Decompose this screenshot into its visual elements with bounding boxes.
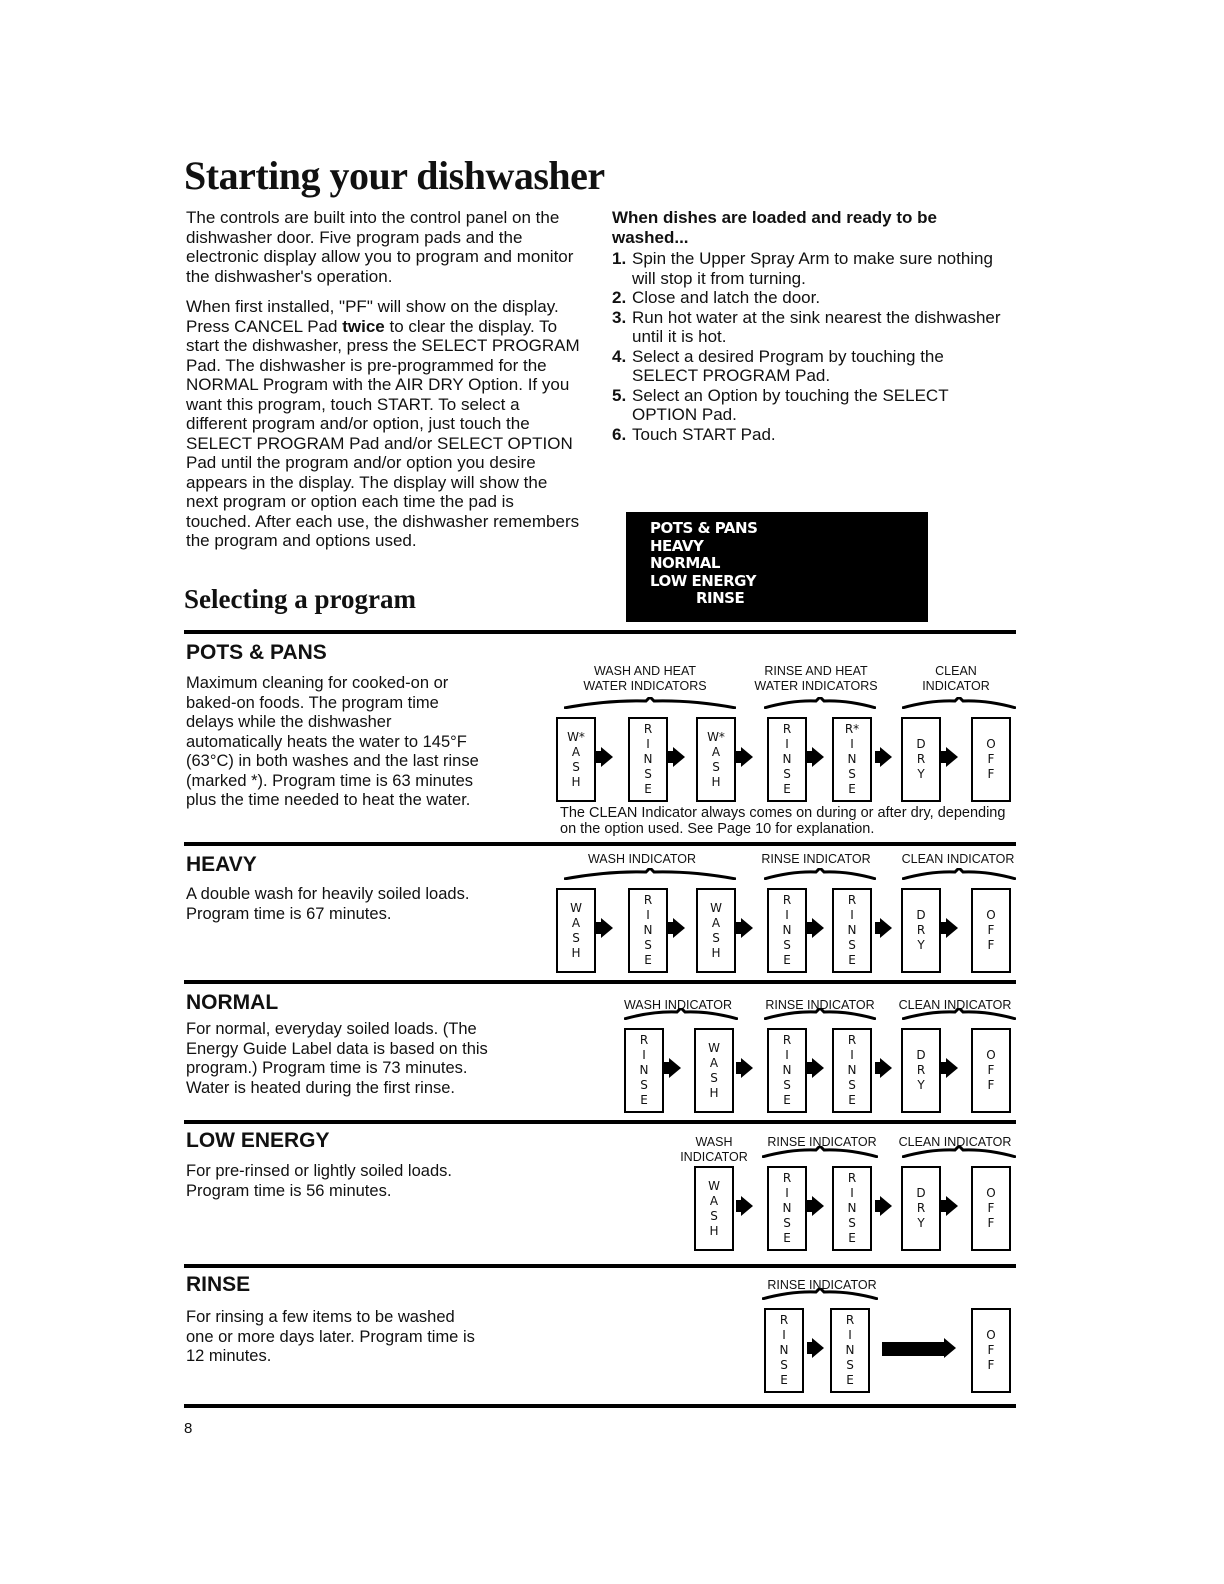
indicator-letter: D — [916, 1048, 926, 1062]
step-text: Select a desired Program by touching the SELECT PROGRAM Pad. — [632, 346, 944, 385]
step-number: 5. — [612, 385, 627, 405]
indicator-letter: I — [850, 908, 854, 922]
off-indicator-box — [971, 717, 1011, 802]
step-text: Select an Option by touching the SELECT OPTION Pad. — [632, 385, 949, 424]
indicator-letter: F — [987, 1078, 995, 1092]
indicator-letter: F — [987, 1201, 995, 1215]
indicator-letter: N — [639, 1063, 649, 1077]
indicator-letter: N — [782, 1063, 792, 1077]
rinse-indicator-box — [832, 1028, 872, 1113]
dry-indicator-box — [901, 1166, 941, 1251]
step-item — [612, 425, 1012, 445]
indicator-letter: F — [987, 767, 995, 781]
next-step-arrow-icon — [946, 747, 958, 767]
indicator-letter: I — [848, 1328, 852, 1342]
step-text: Run hot water at the sink nearest the dishwasher until it is hot. — [632, 307, 1001, 346]
next-step-arrow-icon — [880, 918, 892, 938]
indicator-letter: S — [846, 1358, 854, 1372]
next-step-arrow-icon — [946, 1196, 958, 1216]
bracket-icon — [764, 1008, 876, 1020]
clean-indicator-label: CLEAN INDICATOR — [898, 1135, 1012, 1149]
bracket-path — [624, 1008, 738, 1019]
indicator-letter: H — [571, 945, 581, 960]
next-step-arrow-icon — [741, 1058, 753, 1078]
indicator-letter: R — [639, 1033, 649, 1047]
rinse-indicator-box — [624, 1028, 664, 1113]
clean-indicator-label: CLEAN INDICATOR — [898, 998, 1012, 1012]
indicator-letter: N — [782, 923, 792, 937]
indicator-letter: N — [847, 923, 857, 937]
indicator-letter: Y — [917, 767, 925, 781]
next-step-arrow-icon — [669, 1058, 681, 1078]
indicator-letter: I — [646, 737, 650, 751]
bracket-icon — [762, 1146, 878, 1158]
bracket-path — [762, 1146, 878, 1157]
wash-heat-indicator-label: WASH AND HEAT WATER INDICATORS — [583, 664, 707, 693]
indicator-letter: E — [783, 782, 791, 796]
indicator-letter: R — [847, 893, 857, 907]
next-step-arrow-icon — [880, 747, 892, 767]
indicator-letter: S — [572, 930, 580, 945]
low-energy-description: For pre-rinsed or lightly soiled loads. Program time is 56 minutes. — [186, 1162, 452, 1200]
indicator-letter: O — [986, 1048, 996, 1062]
wash-indicator-box — [556, 717, 596, 802]
bracket-icon — [564, 697, 736, 709]
indicator-letter: I — [785, 737, 789, 751]
off-indicator-box — [971, 888, 1011, 973]
wash-indicator-label: WASH INDICATOR — [587, 852, 697, 866]
indicator-letter: R — [643, 893, 653, 907]
step-item — [612, 288, 1012, 308]
pots-pans-title: POTS & PANS — [186, 641, 327, 664]
intro-p2-part-b: to clear the display. To start the dishwasher, press the SELECT PROGRAM Pad. The dishwasher is pre-programmed for the NORMAL Program with the AIR DRY Option. If you want this program, touch START. To select a different program and/or option, just touch the SELECT PROGRAM Pad and/or SELECT OPTION Pad until the program and/or option you desire appears in the display. The display will show the next program or option each time the pad is touched. After each use, the dishwasher remembers the program and options used. — [186, 316, 580, 550]
step-text: Touch START Pad. — [632, 424, 776, 444]
indicator-letter: R — [916, 752, 926, 766]
intro-text — [186, 208, 580, 562]
indicator-letter: A — [711, 744, 721, 759]
indicator-letter: Y — [917, 938, 925, 952]
next-step-arrow-icon — [946, 918, 958, 938]
step-number: 6. — [612, 424, 627, 444]
indicator-letter: N — [847, 1201, 857, 1215]
wash-indicator-box — [694, 1166, 734, 1251]
step-text: Close and latch the door. — [632, 288, 821, 307]
step-text: Spin the Upper Spray Arm to make sure nothing will stop it from turning. — [632, 249, 993, 288]
indicator-letter: S — [848, 1078, 856, 1092]
indicator-letter: W — [570, 900, 582, 915]
next-step-arrow-icon — [741, 918, 753, 938]
indicator-letter: I — [785, 1186, 789, 1200]
indicator-letter: N — [782, 752, 792, 766]
divider — [184, 1264, 1016, 1268]
dry-indicator-box — [901, 888, 941, 973]
indicator-letter: W* — [707, 729, 725, 744]
wash-indicator-label: WASH INDICATOR — [623, 998, 733, 1012]
rinse-indicator-box — [767, 888, 807, 973]
intro-p2-bold: twice — [342, 316, 385, 336]
rinse-indicator-box — [764, 1308, 804, 1393]
bracket-path — [762, 1288, 878, 1299]
indicator-letter: S — [572, 759, 580, 774]
bracket-icon — [902, 868, 1016, 880]
display-line-heavy: HEAVY — [650, 536, 704, 555]
rinse-indicator-box — [767, 1028, 807, 1113]
bracket-icon — [624, 1008, 738, 1020]
indicator-letter: R — [916, 1063, 926, 1077]
normal-title: NORMAL — [186, 991, 279, 1014]
display-line-pots-pans: POTS & PANS — [650, 519, 758, 537]
next-step-arrow-icon — [673, 918, 685, 938]
indicator-letter: E — [848, 1093, 856, 1107]
bracket-path — [902, 868, 1016, 879]
indicator-letter: R — [916, 923, 926, 937]
indicator-letter: E — [780, 1373, 788, 1387]
indicator-letter: S — [640, 1078, 648, 1092]
next-step-arrow-icon — [946, 1058, 958, 1078]
indicator-letter: R — [643, 722, 653, 736]
next-step-arrow-icon — [812, 1058, 824, 1078]
indicator-letter: A — [571, 915, 581, 930]
next-step-arrow-icon — [944, 1338, 956, 1358]
long-arrow-shaft — [882, 1342, 944, 1356]
indicator-letter: E — [783, 1231, 791, 1245]
rinse-indicator-label: RINSE INDICATOR — [767, 1278, 877, 1292]
off-indicator-box — [971, 1028, 1011, 1113]
indicator-letter: E — [848, 953, 856, 967]
indicator-letter: R — [847, 1033, 857, 1047]
rinse-title: RINSE — [186, 1273, 251, 1296]
clean-indicator-note: The CLEAN Indicator always comes on during or after dry, depending on the option used. See Page 10 for explanation. — [560, 805, 1006, 837]
indicator-letter: S — [783, 1078, 791, 1092]
indicator-letter: W — [708, 1040, 720, 1055]
rinse-indicator-box — [832, 888, 872, 973]
indicator-letter: S — [848, 1216, 856, 1230]
clean-indicator-label: CLEAN INDICATOR — [901, 852, 1015, 866]
rinse-indicator-box — [628, 717, 668, 802]
indicator-letter: S — [712, 930, 720, 945]
bracket-path — [564, 868, 736, 879]
indicator-letter: I — [785, 1048, 789, 1062]
indicator-letter: S — [783, 767, 791, 781]
bracket-path — [764, 1008, 876, 1019]
indicator-letter: H — [709, 1223, 719, 1238]
display-line-normal: NORMAL — [650, 554, 720, 572]
indicator-letter: E — [848, 1231, 856, 1245]
indicator-letter: S — [848, 938, 856, 952]
step-number: 1. — [612, 249, 627, 268]
pots-pans-description: Maximum cleaning for cooked-on or baked-on foods. The program time delays while the dishwasher automatically heats the water to 145°F (63°C) in both washes and the last rinse (marked *). Program time is 63 minutes plus the time needed to heat the water. — [186, 674, 479, 809]
indicator-letter: E — [783, 953, 791, 967]
step-item — [612, 347, 1012, 386]
indicator-letter: Y — [917, 1216, 925, 1230]
indicator-letter: R — [779, 1313, 789, 1327]
next-step-arrow-icon — [741, 1196, 753, 1216]
indicator-letter: I — [782, 1328, 786, 1342]
indicator-letter: S — [783, 1216, 791, 1230]
indicator-letter: R* — [844, 722, 860, 736]
display-line-low-energy: LOW ENERGY — [650, 571, 756, 590]
indicator-letter: A — [709, 1193, 719, 1208]
wash-indicator-label: WASH INDICATOR — [680, 1135, 748, 1164]
indicator-letter: O — [986, 1328, 996, 1342]
bracket-icon — [902, 697, 1016, 709]
bracket-icon — [902, 1146, 1016, 1158]
indicator-letter: E — [644, 953, 652, 967]
indicator-letter: H — [709, 1085, 719, 1100]
steps-list — [612, 249, 1012, 444]
rinse-indicator-box — [832, 717, 872, 802]
step-number: 2. — [612, 288, 627, 307]
divider — [184, 980, 1016, 984]
indicator-letter: D — [916, 908, 926, 922]
indicator-letter: S — [780, 1358, 788, 1372]
indicator-letter: R — [782, 722, 792, 736]
bracket-icon — [902, 1008, 1016, 1020]
bracket-path — [764, 868, 876, 879]
indicator-letter: E — [644, 782, 652, 796]
bracket-path — [764, 697, 876, 708]
indicator-letter: R — [782, 893, 792, 907]
indicator-letter: F — [987, 1216, 995, 1230]
step-number: 4. — [612, 346, 627, 366]
indicator-letter: N — [779, 1343, 789, 1357]
indicator-letter: E — [848, 782, 856, 796]
indicator-letter: N — [847, 752, 857, 766]
indicator-letter: I — [850, 737, 854, 751]
rinse-indicator-label: RINSE INDICATOR — [767, 1135, 877, 1149]
next-step-arrow-icon — [741, 747, 753, 767]
rinse-indicator-box — [830, 1308, 870, 1393]
indicator-letter: N — [643, 752, 653, 766]
indicator-letter: A — [711, 915, 721, 930]
rinse-indicator-label: RINSE INDICATOR — [765, 998, 875, 1012]
next-step-arrow-icon — [812, 1338, 824, 1358]
next-step-arrow-icon — [601, 918, 613, 938]
indicator-letter: F — [987, 1343, 995, 1357]
indicator-letter: O — [986, 908, 996, 922]
step-number: 3. — [612, 307, 627, 327]
indicator-letter: F — [987, 923, 995, 937]
indicator-letter: W — [710, 900, 722, 915]
indicator-letter: R — [782, 1171, 792, 1185]
next-step-arrow-icon — [601, 747, 613, 767]
indicator-letter: E — [846, 1373, 854, 1387]
step-item — [612, 386, 1012, 425]
dry-indicator-box — [901, 1028, 941, 1113]
next-step-arrow-icon — [812, 747, 824, 767]
low-energy-title: LOW ENERGY — [186, 1129, 330, 1152]
indicator-letter: H — [711, 774, 721, 789]
next-step-arrow-icon — [812, 1196, 824, 1216]
bracket-path — [902, 1008, 1016, 1019]
indicator-letter: R — [782, 1033, 792, 1047]
indicator-letter: F — [987, 938, 995, 952]
wash-indicator-box — [696, 717, 736, 802]
steps-lead: When dishes are loaded and ready to be washed... — [612, 208, 937, 247]
indicator-letter: I — [642, 1048, 646, 1062]
indicator-letter: I — [785, 908, 789, 922]
start-steps — [612, 208, 1012, 444]
wash-indicator-box — [556, 888, 596, 973]
section-title: Selecting a program — [184, 584, 416, 614]
wash-indicator-box — [694, 1028, 734, 1113]
indicator-letter: N — [845, 1343, 855, 1357]
bracket-icon — [564, 868, 736, 880]
indicator-letter: S — [644, 938, 652, 952]
indicator-letter: O — [986, 737, 996, 751]
page-title: Starting your dishwasher — [184, 153, 605, 198]
indicator-letter: E — [640, 1093, 648, 1107]
intro-paragraph-2 — [186, 297, 580, 551]
indicator-letter: I — [850, 1048, 854, 1062]
dry-indicator-box — [901, 717, 941, 802]
bracket-path — [902, 1146, 1016, 1157]
heavy-description: A double wash for heavily soiled loads. Program time is 67 minutes. — [186, 885, 470, 923]
off-indicator-box — [971, 1166, 1011, 1251]
bracket-path — [902, 697, 1016, 708]
indicator-letter: F — [987, 1063, 995, 1077]
rinse-heat-indicator-label: RINSE AND HEAT WATER INDICATORS — [754, 664, 878, 693]
bracket-path — [564, 697, 736, 708]
off-indicator-box — [971, 1308, 1011, 1393]
intro-paragraph-1: The controls are built into the control panel on the dishwasher door. Five program pads and the electronic display allow you to program and monitor the dishwasher's operation. — [186, 208, 574, 286]
normal-description: For normal, everyday soiled loads. (The Energy Guide Label data is based on this program.) Program time is 73 minutes. Water is heated during the first rinse. — [186, 1020, 488, 1097]
indicator-letter: N — [643, 923, 653, 937]
indicator-letter: D — [916, 737, 926, 751]
indicator-letter: A — [709, 1055, 719, 1070]
next-step-arrow-icon — [812, 918, 824, 938]
indicator-letter: F — [987, 752, 995, 766]
indicator-letter: A — [571, 744, 581, 759]
indicator-letter: O — [986, 1186, 996, 1200]
indicator-letter: S — [710, 1070, 718, 1085]
bottom-divider — [184, 1404, 1016, 1408]
indicator-letter: N — [847, 1063, 857, 1077]
rinse-indicator-box — [628, 888, 668, 973]
heavy-title: HEAVY — [186, 853, 257, 876]
indicator-letter: I — [850, 1186, 854, 1200]
rinse-indicator-box — [767, 717, 807, 802]
indicator-letter: R — [847, 1171, 857, 1185]
indicator-letter: W — [708, 1178, 720, 1193]
indicator-letter: W* — [567, 729, 585, 744]
rinse-indicator-box — [767, 1166, 807, 1251]
wash-indicator-box — [696, 888, 736, 973]
bracket-icon — [764, 868, 876, 880]
display-line-rinse: RINSE — [696, 589, 745, 607]
divider — [184, 630, 1016, 634]
bracket-icon — [764, 697, 876, 709]
indicator-letter: N — [782, 1201, 792, 1215]
step-item — [612, 249, 1012, 288]
step-item — [612, 308, 1012, 347]
indicator-letter: S — [644, 767, 652, 781]
rinse-indicator-label: RINSE INDICATOR — [761, 852, 871, 866]
indicator-letter: S — [712, 759, 720, 774]
page-number: 8 — [184, 1420, 193, 1437]
indicator-letter: F — [987, 1358, 995, 1372]
rinse-description: For rinsing a few items to be washed one or more days later. Program time is 12 minutes. — [186, 1308, 475, 1365]
indicator-letter: E — [783, 1093, 791, 1107]
indicator-letter: R — [845, 1313, 855, 1327]
indicator-letter: D — [916, 1186, 926, 1200]
program-display-panel — [626, 512, 928, 622]
divider — [184, 1120, 1016, 1124]
next-step-arrow-icon — [880, 1058, 892, 1078]
indicator-letter: Y — [917, 1078, 925, 1092]
rinse-indicator-box — [832, 1166, 872, 1251]
indicator-letter: H — [571, 774, 581, 789]
next-step-arrow-icon — [673, 747, 685, 767]
indicator-letter: S — [710, 1208, 718, 1223]
bracket-icon — [762, 1288, 878, 1300]
indicator-letter: S — [783, 938, 791, 952]
indicator-letter: H — [711, 945, 721, 960]
indicator-letter: S — [848, 767, 856, 781]
indicator-letter: I — [646, 908, 650, 922]
intro-p2-part-a: When first installed, "PF" will show on the display. Press CANCEL Pad — [186, 297, 559, 336]
next-step-arrow-icon — [880, 1196, 892, 1216]
indicator-letter: R — [916, 1201, 926, 1215]
divider — [184, 842, 1016, 846]
clean-indicator-label: CLEAN INDICATOR — [922, 664, 990, 693]
